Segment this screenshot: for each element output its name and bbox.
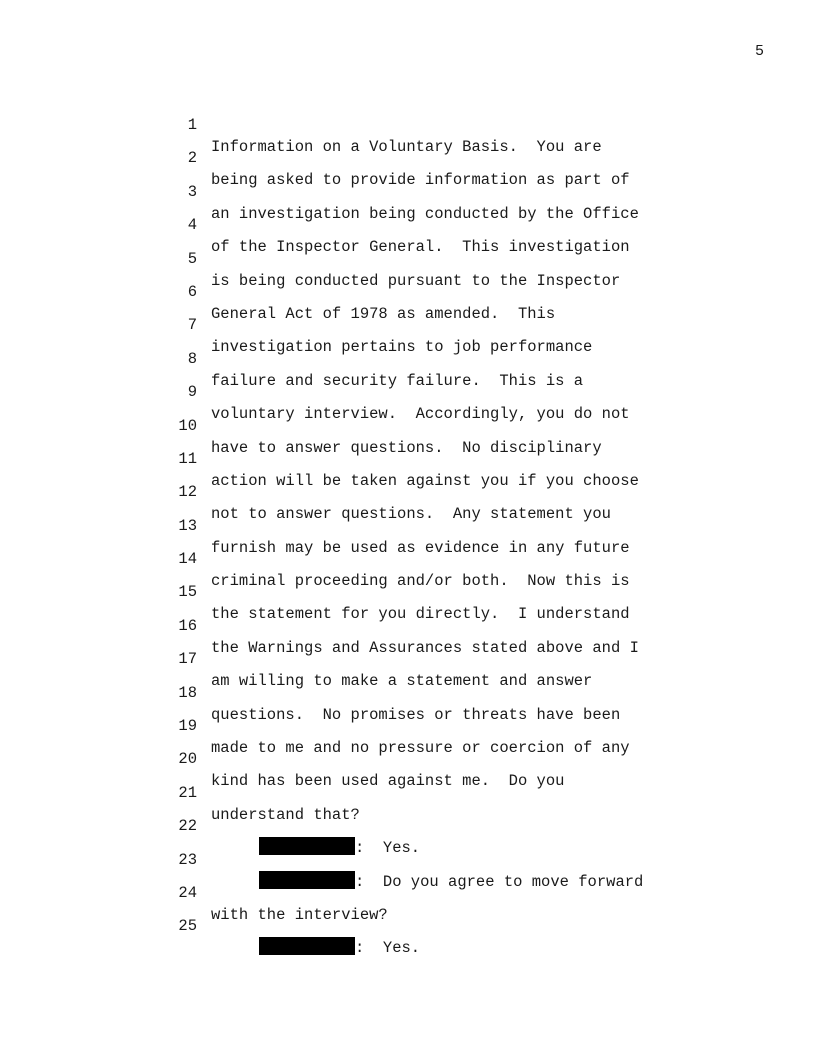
line-number: 4	[187, 216, 197, 235]
line-number: 13	[178, 516, 197, 535]
page-number: 5	[754, 43, 764, 60]
transcript-body	[170, 92, 690, 958]
line-text: voluntary interview. Accordingly, you do not	[211, 405, 630, 424]
line-text: am willing to make a statement and answer	[211, 672, 593, 691]
line-text: furnish may be used as evidence in any future	[211, 538, 630, 557]
line-text: of the Inspector General. This investigation	[211, 238, 630, 257]
transcript-line	[170, 793, 690, 858]
line-text: General Act of 1978 as amended. This	[211, 304, 556, 323]
line-text: : Do you agree to move forward	[355, 872, 644, 891]
line-number: 5	[187, 249, 197, 268]
transcript-line	[170, 693, 690, 758]
line-number: 23	[178, 850, 197, 869]
line-text: the statement for you directly. I understand	[211, 605, 630, 624]
transcript-line	[170, 226, 690, 290]
line-text: questions. No promises or threats have been	[211, 705, 621, 724]
transcript-line	[170, 493, 690, 557]
transcript-line	[170, 526, 690, 591]
transcript-line	[170, 893, 690, 958]
speaker-line-text	[259, 937, 420, 959]
line-number: 14	[178, 550, 197, 569]
transcript-line	[170, 259, 690, 323]
transcript-line	[170, 626, 690, 691]
line-text: have to answer questions. No disciplinary	[211, 438, 602, 457]
line-number: 10	[178, 416, 197, 435]
line-number: 11	[178, 449, 197, 468]
line-number: 1	[187, 116, 197, 134]
line-number: 18	[178, 683, 197, 702]
transcript-line	[170, 726, 690, 791]
line-number: 3	[187, 182, 197, 201]
transcript-line	[170, 292, 690, 357]
line-number: 15	[178, 583, 197, 602]
line-number: 19	[178, 717, 197, 736]
transcript-line	[170, 192, 690, 257]
line-text: made to me and no pressure or coercion of any	[211, 739, 630, 758]
transcript-line	[170, 593, 690, 657]
redacted-speaker-name	[259, 937, 355, 955]
line-text: action will be taken against you if you choose	[211, 471, 639, 490]
line-number: 24	[178, 883, 197, 902]
transcript-line	[170, 559, 690, 624]
line-text: an investigation being conducted by the Office	[211, 204, 639, 223]
line-number: 16	[178, 616, 197, 635]
line-text: Information on a Voluntary Basis. You are	[211, 138, 602, 156]
transcript-line	[170, 827, 690, 891]
line-number: 9	[187, 383, 197, 402]
transcript-line	[170, 760, 690, 824]
transcript-line	[170, 359, 690, 424]
line-text: the Warnings and Assurances stated above and I	[211, 638, 639, 657]
line-text: failure and security failure. This is a	[211, 371, 584, 390]
transcript-line	[170, 159, 690, 223]
line-number: 25	[178, 917, 197, 936]
transcript-line	[170, 326, 690, 390]
transcript-line	[170, 125, 690, 190]
transcript-line	[170, 459, 690, 524]
line-text: investigation pertains to job performance	[211, 338, 593, 357]
transcript-line	[170, 393, 690, 457]
line-number: 21	[178, 783, 197, 802]
transcript-line	[170, 92, 690, 156]
line-text: : Yes.	[355, 939, 421, 958]
line-number: 6	[187, 282, 197, 301]
transcript-line	[170, 426, 690, 490]
line-number: 7	[187, 316, 197, 335]
transcript-line	[170, 660, 690, 724]
line-number: 20	[178, 750, 197, 769]
line-text: being asked to provide information as part of	[211, 171, 630, 190]
line-text: is being conducted pursuant to the Inspector	[211, 271, 621, 290]
line-text: with the interview?	[211, 905, 388, 924]
line-number: 12	[178, 483, 197, 502]
transcript-line	[170, 860, 690, 924]
line-number: 22	[178, 817, 197, 836]
line-text: kind has been used against me. Do you	[211, 772, 565, 791]
line-text: : Yes.	[355, 839, 421, 858]
line-number: 17	[178, 650, 197, 669]
line-number: 8	[187, 349, 197, 368]
line-number: 2	[187, 149, 197, 168]
line-text: understand that?	[211, 805, 360, 824]
line-text: not to answer questions. Any statement you	[211, 505, 611, 524]
line-text: criminal proceeding and/or both. Now this is	[211, 572, 630, 591]
